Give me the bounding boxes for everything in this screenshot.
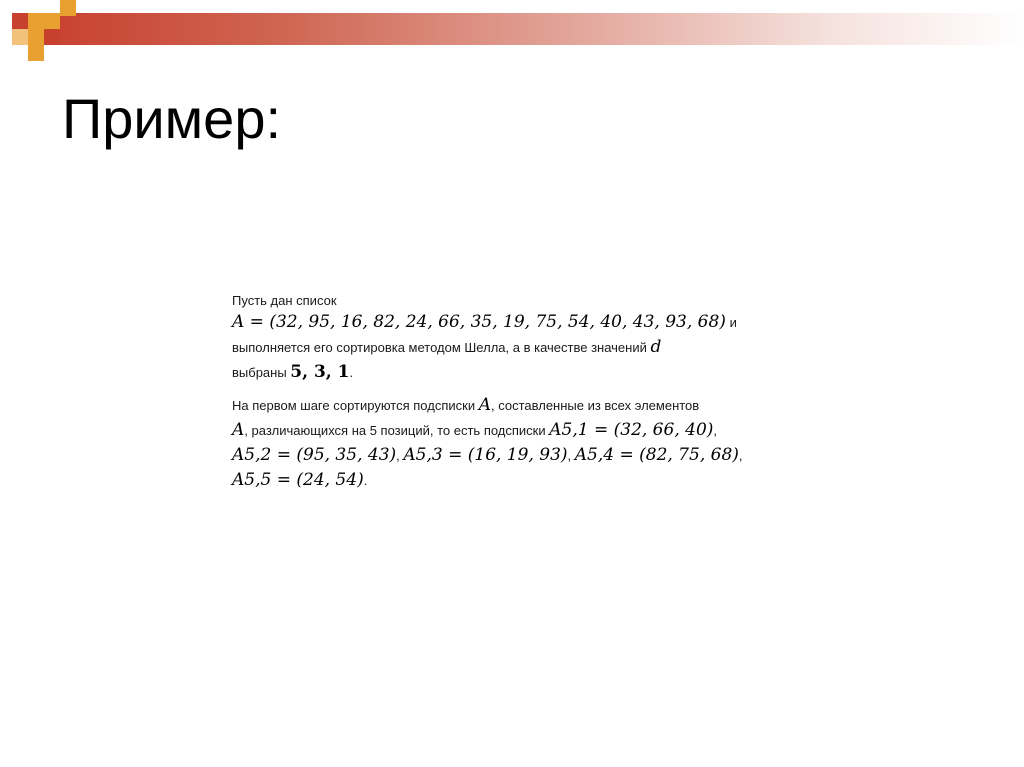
- math-variable: A: [478, 395, 491, 415]
- slide-title: Пример:: [62, 87, 282, 150]
- decor-square-orange: [12, 29, 28, 45]
- text: .: [363, 473, 368, 488]
- decor-square-orange: [60, 0, 76, 16]
- text-line: [232, 310, 792, 335]
- decor-square-orange: [28, 13, 44, 29]
- spacer: [232, 385, 792, 393]
- text-line: [232, 468, 792, 493]
- decor-square-orange: [28, 45, 44, 61]
- decor-square-orange: [28, 29, 44, 45]
- math-variable: d: [650, 337, 662, 357]
- text-line: [232, 360, 792, 385]
- text: выбраны: [232, 365, 291, 380]
- text: .: [349, 365, 354, 380]
- paragraph-list-definition: [232, 292, 792, 385]
- text: ,: [713, 423, 718, 438]
- text: ,: [738, 448, 743, 463]
- sublist-formula: A5,3 = (16, 19, 93): [403, 445, 568, 465]
- text: ,: [396, 448, 404, 463]
- text-line: [232, 443, 792, 468]
- text-line: [232, 292, 792, 310]
- decor-square-orange: [44, 13, 60, 29]
- text: выполняется его сортировка методом Шелла, а в качестве значений: [232, 340, 651, 355]
- text: На первом шаге сортируются подсписки: [232, 398, 479, 413]
- decor-square-red: [44, 29, 60, 45]
- sublist-formula: A5,4 = (82, 75, 68): [574, 445, 739, 465]
- sublist-formula: A5,1 = (32, 66, 40): [549, 420, 714, 440]
- list-formula: A = (32, 95, 16, 82, 24, 66, 35, 19, 75, 54, 40, 43, 93, 68): [232, 312, 726, 332]
- paragraph-first-step: [232, 393, 792, 493]
- text: ,: [567, 448, 575, 463]
- sublist-formula: A5,5 = (24, 54): [232, 470, 364, 490]
- content-text-block: [232, 292, 792, 493]
- step-values: 5, 3, 1: [290, 362, 350, 382]
- text-line: [232, 418, 792, 443]
- text: , различающихся на 5 позиций, то есть подсписки: [244, 423, 550, 438]
- sublist-formula: A5,2 = (95, 35, 43): [232, 445, 397, 465]
- decor-square-red: [12, 13, 28, 29]
- text-line: [232, 393, 792, 418]
- header-gradient-bar: [40, 13, 1024, 45]
- math-variable: A: [232, 420, 245, 440]
- text: и: [725, 315, 737, 330]
- text-line: [232, 335, 792, 360]
- text: , составленные из всех элементов: [490, 398, 700, 413]
- text: Пусть дан список: [232, 293, 337, 308]
